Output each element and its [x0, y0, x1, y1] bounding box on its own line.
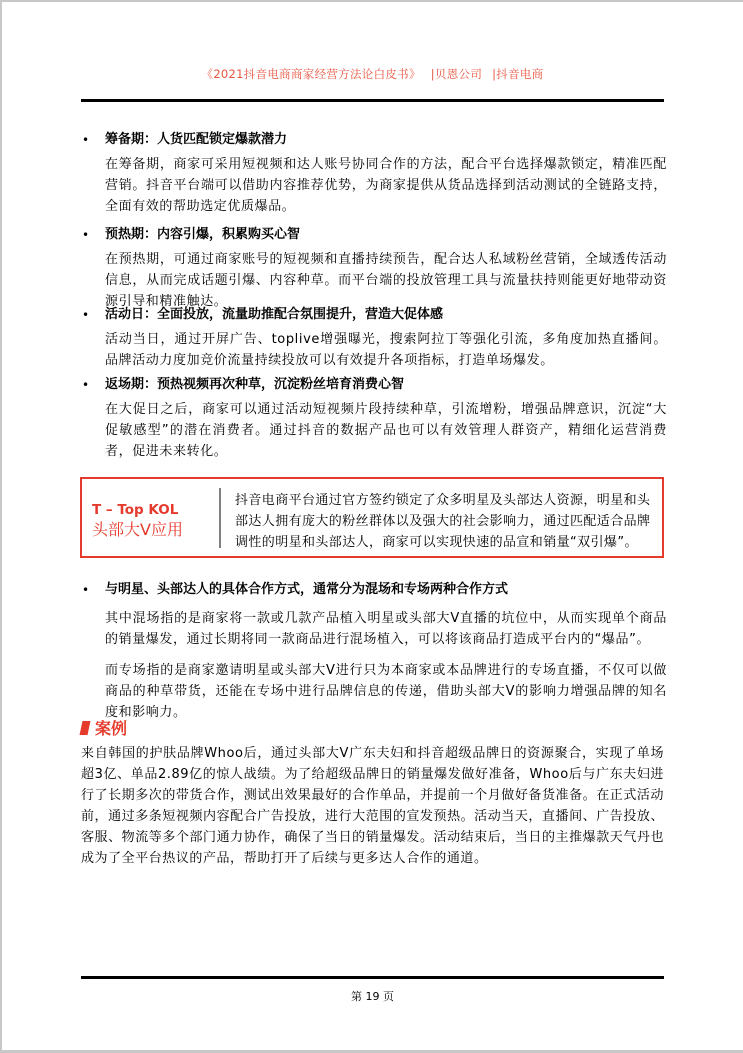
section-body: 在大促日之后，商家可以通过活动短视频片段持续种草，引流增粉，增强品牌意识，沉淀“大促敏感型”的潜在消费者。通过抖音的数据产品也可以有效管理人群资产，精细化运营消费者，促进未来转化。 [105, 402, 667, 459]
section-title: • 筹备期：人货匹配锁定爆款潜力 [81, 130, 671, 150]
callout-label-en: T – Top KOL [92, 502, 179, 518]
header-title: 《2021抖音电商商家经营方法论白皮书》 [201, 67, 421, 81]
section-preparation [81, 130, 671, 217]
section-warmup [81, 225, 671, 312]
header-platform: |抖音电商 [492, 67, 544, 81]
running-header [81, 66, 664, 82]
section-title: • 活动日：全面投放，流量助推配合氛围提升，营造大促体感 [81, 305, 671, 325]
callout-label-cn: 头部大V应用 [92, 520, 183, 539]
section-body: 活动当日，通过开屏广告、toplive增强曝光，搜索阿拉丁等强化引流，多角度加热直播间。品牌活动力度加竞价流量持续投放可以有效提升各项指标，打造单场爆发。 [105, 332, 667, 368]
section-return [81, 375, 671, 462]
footer-rule [81, 976, 664, 979]
section-title: • 与明星、头部达人的具体合作方式，通常分为混场和专场两种合作方式 [81, 580, 671, 600]
section-cooperation [81, 580, 671, 723]
cooperation-dedicated-para: 而专场指的是商家邀请明星或头部大V进行只为本商家或本品牌进行的专场直播，不仅可以做商品的种草带货，还能在专场中进行品牌信息的传递，借助头部大V的影响力增强品牌的知名度和影响力。 [105, 663, 667, 720]
callout-label [92, 501, 212, 541]
callout-divider [219, 488, 221, 548]
section-event-day [81, 305, 671, 371]
kol-callout-box [80, 477, 664, 558]
cooperation-mixed-para: 其中混场指的是商家将一款或几款产品植入明星或头部大V直播的坑位中，从而实现单个商品的销量爆发，通过长期将同一款商品进行混场植入，可以将该商品打造成平台内的“爆品”。 [105, 611, 667, 647]
callout-text: 抖音电商平台通过官方签约锁定了众多明星及头部达人资源，明星和头部达人拥有庞大的粉丝群体以及强大的社会影响力，通过匹配适合品牌调性的明星和头部达人，商家可以实现快速的品宣和销量“双引爆”。 [235, 493, 651, 550]
header-company: |贝恩公司 [430, 67, 483, 81]
page-number: 第 19 页 [351, 990, 394, 1003]
section-title: • 预热期：内容引爆，积累购买心智 [81, 225, 671, 245]
section-body: 在预热期，可通过商家账号的短视频和直播持续预告，配合达人私域粉丝营销，全域透传活动信息，从而完成话题引爆、内容种草。而平台端的投放管理工具与流量扶持则能更好地带动资源引导和精准触达。 [105, 252, 667, 309]
section-body: 在筹备期，商家可采用短视频和达人账号协同合作的方法，配合平台选择爆款锁定，精准匹配营销。抖音平台端可以借助内容推荐优势，为商家提供从货品选择到活动测试的全链路支持，全面有效的帮助选定优质爆品。 [105, 157, 667, 214]
header-rule [81, 99, 664, 102]
case-title: 案例 [95, 719, 128, 738]
section-title: • 返场期：预热视频再次种草，沉淀粉丝培育消费心智 [81, 375, 671, 395]
case-body: 来自韩国的护肤品牌Whoo后，通过头部大V广东夫妇和抖音超级品牌日的资源聚合，实现了单场超3亿、单品2.89亿的惊人战绩。为了给超级品牌日的销量爆发做好准备，Whoo后与广东夫妇进行了长期多次的带货合作，测试出效果最好的合作单品，并提前一个月做好备货准备。在正式活动前，通过多条短视频内容配合广告投放，进行大范围的宣发预热。活动当天，直播间、广告投放、客服、物流等多个部门通力协作，确保了当日的销量爆发。活动结束后，当日的主推爆款天气丹也成为了全平台热议的产品，帮助打开了后续与更多达人合作的通道。 [81, 746, 664, 866]
